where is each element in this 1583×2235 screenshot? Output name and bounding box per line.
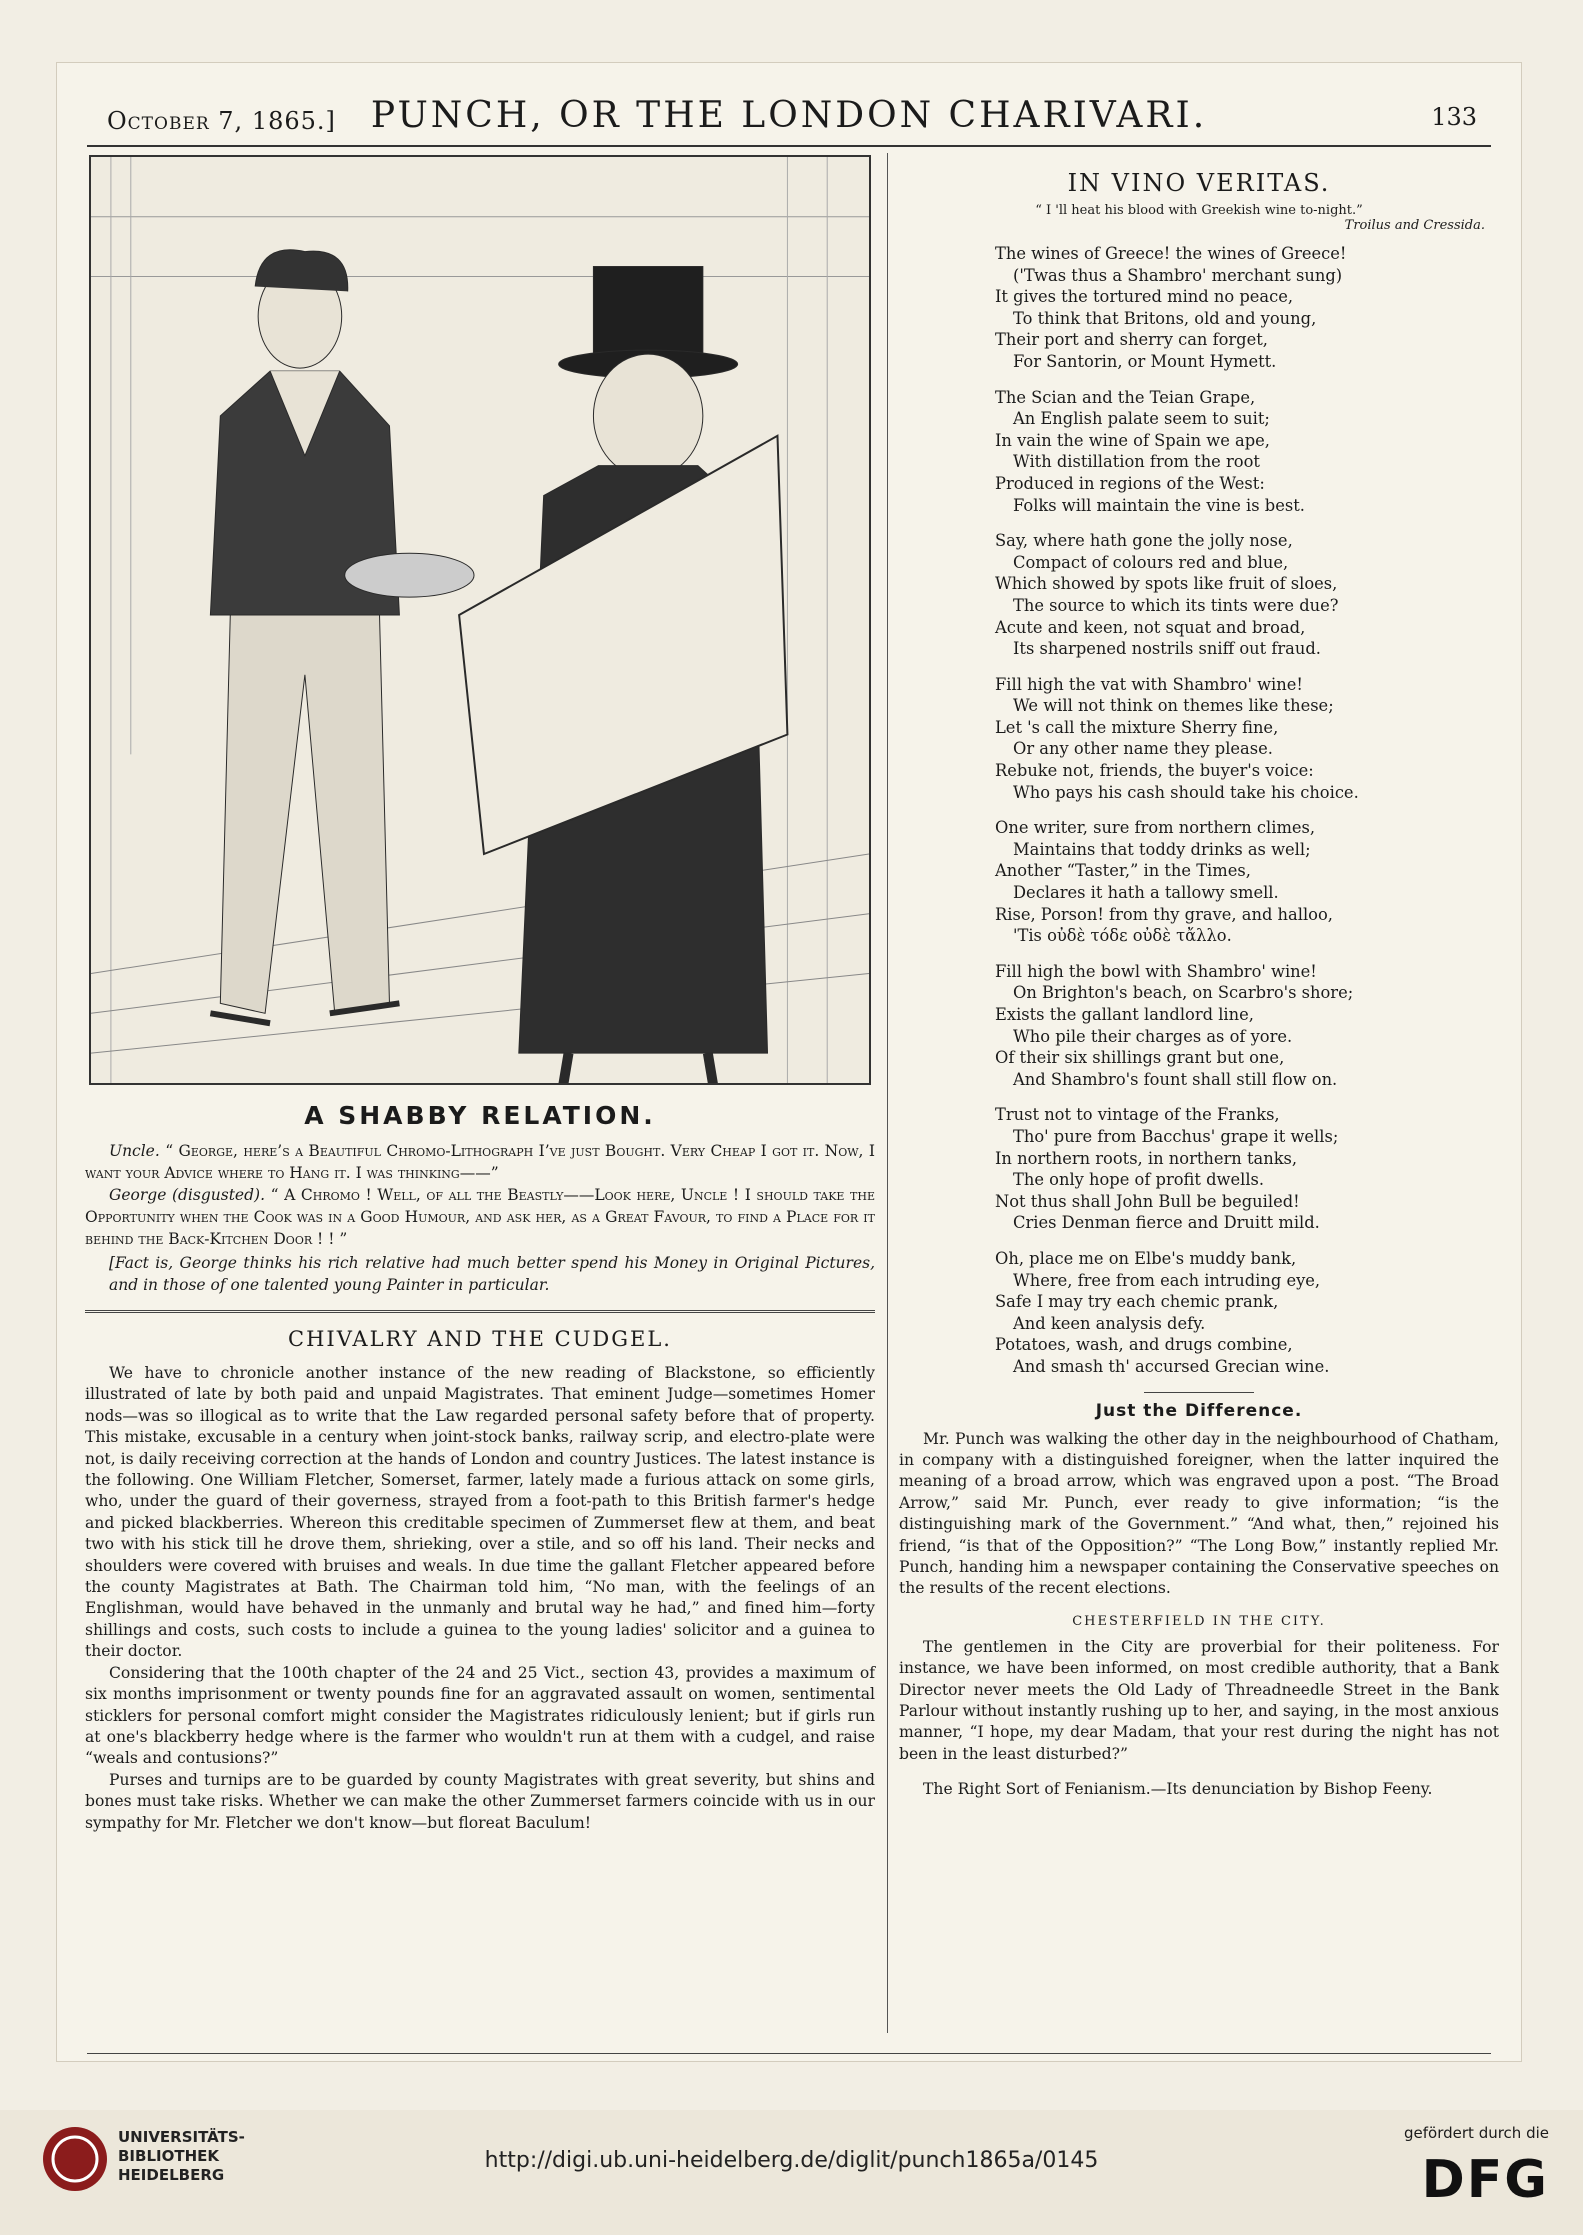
poem-line: Declares it hath a tallowy smell. <box>1013 883 1279 903</box>
chivalry-paragraph: We have to chronicle another instance of the new reading of Blackstone, so efficiently illustrated of late by both paid and unpaid Magistrates. That eminent Judge—sometimes Homer nods—was so illogical as to write that the Law regarded personal safety before that of property. This mistake, excusable in a century when joint-stock banks, railway scrip, and electro-plate were not, is daily receiving correction at the hands of London and country Justices. The latest instance is the following. One William Fletcher, Somerset, farmer, lately made a furious attack on some girls, who, under the guard of their governess, strayed from a foot-path to this British farmer's hedge and picked blackberries. Whereon this creditable specimen of Zummerset flew at them, and beat two with his stick till he drove them, shrieking, over a stile, and so off his land. Their necks and shoulders were covered with bruises and weals. In due time the gallant Fletcher appeared before the county Magistrates at Bath. The Chairman told him, “No man, with the feelings of an Englishman, would have behaved in the unmanly and brutal way he had,” and fined him—forty shillings and costs, such costs to include a guinea to the young ladies' solicitor and a guinea to their doctor. <box>85 1364 875 1661</box>
poem-line: Fill high the bowl with Shambro' wine! <box>995 961 1317 981</box>
poem-line: Where, free from each intruding eye, <box>1013 1270 1321 1290</box>
poem-line: Fill high the vat with Shambro' wine! <box>995 674 1303 694</box>
poem-line: Rise, Porson! from thy grave, and halloo, <box>995 904 1333 924</box>
poem-line: Oh, place me on Elbe's muddy bank, <box>995 1248 1297 1268</box>
dfg-logo: DFG <box>1421 2150 1549 2210</box>
fenianism-article <box>899 1779 1499 1800</box>
chivalry-article <box>85 1363 875 1834</box>
poem-line: Potatoes, wash, and drugs combine, <box>995 1335 1293 1355</box>
poem-line: In vain the wine of Spain we ape, <box>995 430 1270 450</box>
masthead-title: PUNCH, OR THE LONDON CHARIVARI. <box>370 95 1208 136</box>
poem-line: An English palate seem to suit; <box>1013 409 1270 429</box>
poem-line: Who pays his cash should take his choice. <box>1013 782 1359 802</box>
poem-line: Folks will maintain the vine is best. <box>1013 495 1305 515</box>
poem-stanza <box>995 1248 1499 1378</box>
poem-line: We will not think on themes like these; <box>1013 696 1334 716</box>
library-name-line: UNIVERSITÄTS- <box>118 2128 245 2146</box>
poem-line: And Shambro's fount shall still flow on. <box>1013 1069 1338 1089</box>
difference-text: Mr. Punch was walking the other day in the neighbourhood of Chatham, in company with a distinguished foreigner, when the latter inquired the meaning of a broad arrow, which was engraved upon a post. “The Broad Arrow,” said Mr. Punch, ever ready to give information; “is the distinguishing mark of the Government.” “And what, then,” rejoined his friend, “is that of the Opposition?” “The Long Bow,” instantly replied Mr. Punch, handing him a newspaper containing the Conservative speeches on the results of the recent elections. <box>899 1429 1499 1598</box>
poem-line: ('Twas thus a Shambro' merchant sung) <box>1013 265 1343 285</box>
poem-stanzas <box>899 243 1499 1378</box>
poem-line: And smash th' accursed Grecian wine. <box>1013 1356 1330 1376</box>
poem-line: In northern roots, in northern tanks, <box>995 1148 1298 1168</box>
uncle-speech: “ George, here’s a Beautiful Chromo-Lithograph I’ve just Bought. Very Cheap I got it. Now, I want your Advice where to Hang it. I was thinking——” <box>85 1142 875 1182</box>
chesterfield-text: The gentlemen in the City are proverbial for their politeness. For instance, we have been informed, on most credible authority, that a Bank Director never meets the Old Lady of Threadneedle Street in the Bank Parlour without instantly rushing up to her, and saying, in the most anxious manner, “I hope, my dear Madam, that your rest during the night has not been in the least disturbed?” <box>899 1637 1499 1763</box>
poem-epigraph: “ I 'll heat his blood with Greekish wine to-night.” <box>1035 203 1363 218</box>
digitization-footer <box>0 2110 1583 2235</box>
poem-line: Maintains that toddy drinks as well; <box>1013 839 1311 859</box>
poem-line: To think that Britons, old and young, <box>1013 308 1317 328</box>
poem-line: Safe I may try each chemic prank, <box>995 1292 1279 1312</box>
poem-line: Rebuke not, friends, the buyer's voice: <box>995 761 1314 781</box>
left-column <box>85 155 875 1834</box>
george-label: George (disgusted). <box>109 1186 266 1204</box>
poem-line: Tho' pure from Bacchus' grape it wells; <box>1013 1126 1339 1146</box>
difference-article <box>899 1429 1499 1600</box>
right-column <box>899 155 1499 1801</box>
poem-line: The Scian and the Teian Grape, <box>995 387 1256 407</box>
poem-line: Trust not to vintage of the Franks, <box>995 1105 1280 1125</box>
difference-title: Just the Difference. <box>1095 1400 1303 1421</box>
poem-stanza <box>995 243 1499 373</box>
library-name-line: BIBLIOTHEK <box>118 2147 219 2165</box>
poem-line: Not thus shall John Bull be beguiled! <box>995 1191 1300 1211</box>
poem-line: Cries Denman fierce and Druitt mild. <box>1013 1213 1320 1233</box>
poem-stanza <box>995 530 1499 660</box>
george-speech: “ A Chromo ! Well, of all the Beastly——Look here, Uncle ! I should take the Opportunity when the Cook was in a Good Humour, and ask her, as a Great Favour, to find a Place for it behind the Back-Kitchen Door ! ! ” <box>85 1186 875 1248</box>
poem-line: One writer, sure from northern climes, <box>995 818 1316 838</box>
page-header <box>87 85 1491 147</box>
poem-line: With distillation from the root <box>1013 452 1260 472</box>
chivalry-paragraph: Considering that the 100th chapter of the 24 and 25 Vict., section 43, provides a maximum of six months imprisonment or twenty pounds fine for an aggravated assault on women, sentimental sticklers for personal comfort might consider the Magistrates ridiculously lenient; but if girls run at one's blackberry hedge where is the farmer who wouldn't run at them with a cudgel, and raise “weals and contusions?” <box>85 1663 875 1768</box>
poem-line: Exists the gallant landlord line, <box>995 1005 1254 1024</box>
fenianism-text: The Right Sort of Fenianism.—Its denunciation by Bishop Feeny. <box>923 1780 1433 1799</box>
poem-line: Another “Taster,” in the Times, <box>995 861 1251 881</box>
poem-line: Of their six shillings grant but one, <box>995 1048 1285 1068</box>
source-url[interactable]: http://digi.ub.uni-heidelberg.de/diglit/punch1865a/0145 <box>484 2148 1099 2173</box>
cartoon-illustration <box>89 155 871 1085</box>
poem-stanza <box>995 817 1499 947</box>
poem-line: Say, where hath gone the jolly nose, <box>995 531 1293 551</box>
issue-date: October 7, 1865.] <box>107 107 336 135</box>
poem-line: Their port and sherry can forget, <box>995 330 1268 350</box>
section-divider <box>1144 1392 1254 1393</box>
poem-line: Or any other name they please. <box>1013 739 1273 759</box>
poem-line: Its sharpened nostrils sniff out fraud. <box>1013 639 1321 659</box>
poem-line: 'Tis οὐδὲ τόδε οὐδὲ τἄλλο. <box>1013 926 1232 946</box>
cartoon-dialogue <box>85 1140 875 1250</box>
chivalry-title: CHIVALRY AND THE CUDGEL. <box>288 1327 672 1351</box>
chesterfield-title: CHESTERFIELD IN THE CITY. <box>1072 1613 1326 1629</box>
uncle-label: Uncle. <box>109 1142 160 1160</box>
poem-stanza <box>995 387 1499 517</box>
column-divider <box>887 153 888 2033</box>
poem-line: The only hope of profit dwells. <box>1013 1170 1265 1190</box>
poem-line: And keen analysis defy. <box>1013 1313 1206 1333</box>
poem-line: The wines of Greece! the wines of Greece! <box>995 244 1347 263</box>
page-number: 133 <box>1431 103 1477 131</box>
poem-epigraph-source: Troilus and Cressida. <box>1344 218 1485 233</box>
poem-line: Let 's call the mixture Sherry fine, <box>995 717 1279 737</box>
poem-line: The source to which its tints were due? <box>1013 595 1339 615</box>
poem-line: It gives the tortured mind no peace, <box>995 287 1294 307</box>
poem-stanza <box>995 961 1499 1091</box>
poem-line: Compact of colours red and blue, <box>1013 552 1289 572</box>
poem-stanza <box>995 674 1499 804</box>
poem-stanza <box>995 1104 1499 1234</box>
bottom-rule <box>87 2053 1491 2054</box>
newspaper-page <box>56 62 1522 2062</box>
poem-line: Acute and keen, not squat and broad, <box>995 617 1306 637</box>
funded-by-label: gefördert durch die <box>1404 2124 1549 2142</box>
cartoon-title: A SHABBY RELATION. <box>304 1101 656 1130</box>
poem-line: On Brighton's beach, on Scarbro's shore; <box>1013 983 1354 1003</box>
section-divider <box>85 1310 875 1313</box>
library-name-line: HEIDELBERG <box>118 2166 225 2184</box>
poem-line: Who pile their charges as of yore. <box>1013 1026 1293 1046</box>
poem-line: For Santorin, or Mount Hymett. <box>1013 351 1277 371</box>
cartoon-drawing <box>91 157 869 1083</box>
poem-line: Produced in regions of the West: <box>995 473 1265 493</box>
poem-line: Which showed by spots like fruit of sloes, <box>995 574 1338 594</box>
chivalry-paragraph: Purses and turnips are to be guarded by county Magistrates with great severity, but shins and bones must take risks. Whether we can make the other Zummerset farmers coincide with us in our sympathy for Mr. Fletcher we don't know—but floreat Baculum! <box>85 1770 875 1832</box>
poem-title: IN VINO VERITAS. <box>1067 169 1331 197</box>
cartoon-footnote: [Fact is, George thinks his rich relative had much better spend his Money in Original Pictures, and in those of one talented young Painter in particular. <box>109 1254 875 1294</box>
chesterfield-article <box>899 1637 1499 1765</box>
